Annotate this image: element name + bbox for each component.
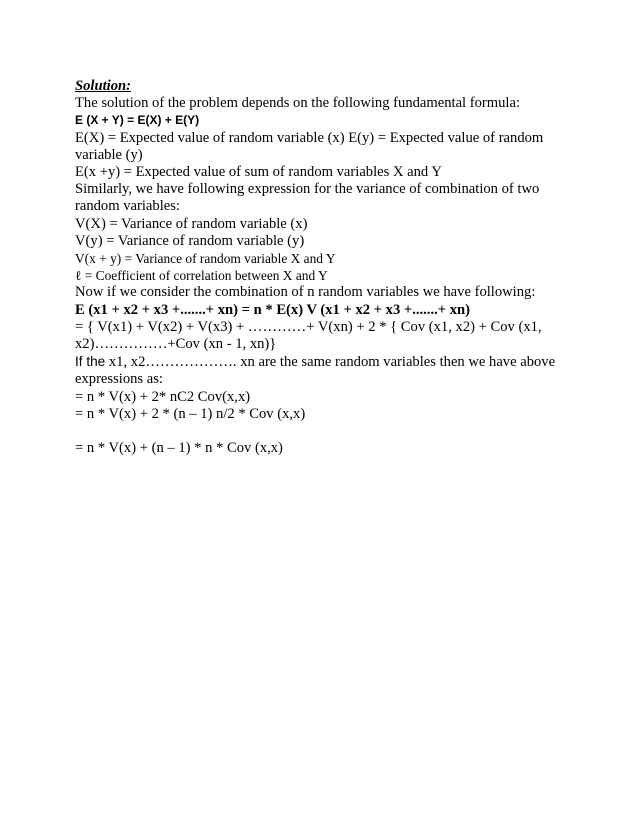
document-body — [75, 78, 575, 457]
variance-expansion: = { V(x1) + V(x2) + V(x3) + …………+ V(xn) + 2 * { Cov (x1, x2) + Cov (x1, — [75, 318, 542, 335]
same-variables-rest: x1, x2………………. xn are the same random variables then we have above — [105, 354, 556, 371]
result-step-2: = n * V(x) + 2 * (n – 1) n/2 * Cov (x,x) — [75, 405, 306, 422]
variance-intro: Similarly, we have following expression for the variance of combination of two — [75, 181, 540, 198]
variance-expansion-cont: x2)……………+Cov (xn - 1, xn)} — [75, 336, 277, 353]
result-step-1: = n * V(x) + 2* nC2 Cov(x,x) — [75, 388, 251, 405]
correlation-definition: ℓ = Coefficient of correlation between X and Y — [75, 268, 328, 284]
expressions-as-line: expressions as: — [75, 371, 163, 388]
expected-value-definition: E(X) = Expected value of random variable (x) E(y) = Expected value of random — [75, 129, 544, 146]
n-variables-formula: E (x1 + x2 + x3 +.......+ xn) = n * E(x) V (x1 + x2 + x3 +.......+ xn) — [75, 301, 470, 318]
result-final: = n * V(x) + (n – 1) * n * Cov (x,x) — [75, 440, 283, 457]
variance-y-definition: V(y) = Variance of random variable (y) — [75, 232, 305, 249]
same-variables-lead: If the — [75, 354, 106, 370]
variance-sum-definition: V(x + y) = Variance of random variable X and Y — [75, 251, 336, 267]
intro-line: The solution of the problem depends on the following fundamental formula: — [75, 95, 521, 112]
same-variables-line — [75, 353, 575, 371]
expectation-formula: E (X + Y) = E(X) + E(Y) — [75, 113, 200, 128]
variance-intro-cont: random variables: — [75, 198, 180, 215]
n-variables-intro: Now if we consider the combination of n random variables we have following: — [75, 284, 536, 301]
variance-x-definition: V(X) = Variance of random variable (x) — [75, 215, 308, 232]
solution-heading: Solution: — [75, 78, 131, 94]
expected-value-definition-cont: variable (y) — [75, 146, 143, 163]
sum-expected-value-definition: E(x +y) = Expected value of sum of random variables X and Y — [75, 164, 442, 181]
blank-line — [75, 423, 575, 440]
